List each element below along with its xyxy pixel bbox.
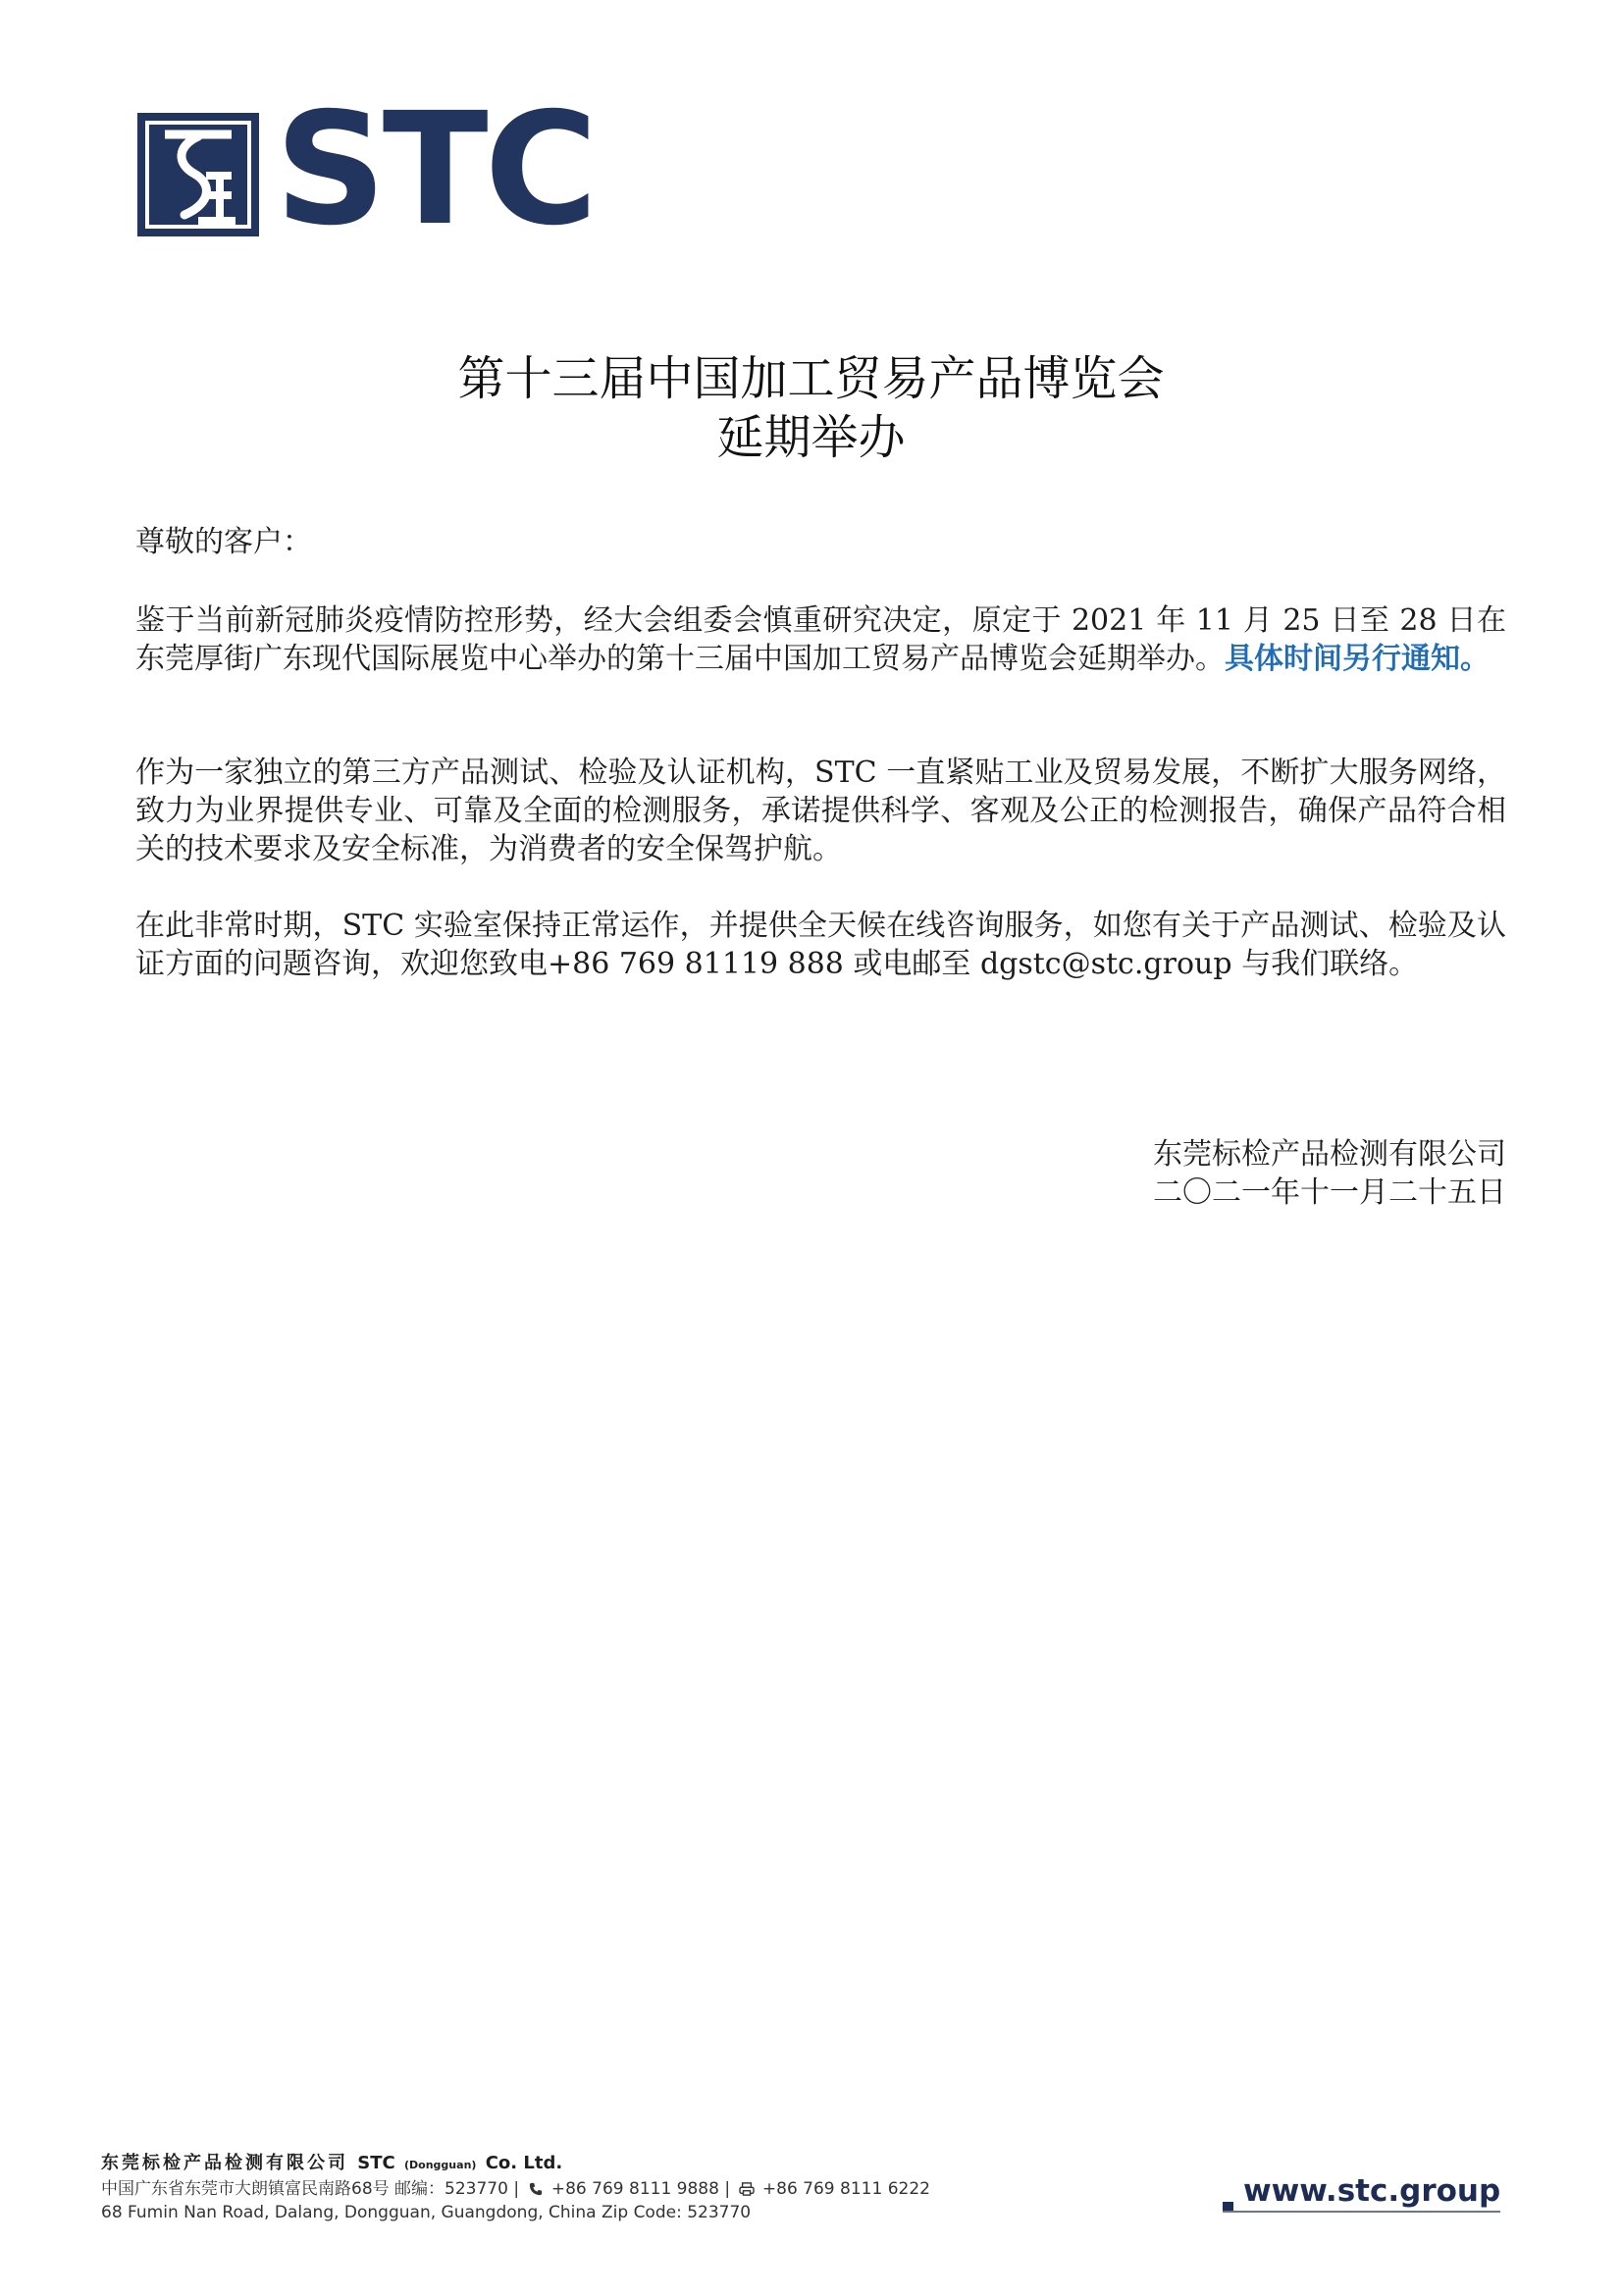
footer-company xyxy=(101,2149,1082,2174)
page-title-line1: 第十三届中国加工贸易产品博览会 xyxy=(457,351,1165,406)
stc-logo xyxy=(137,79,599,260)
footer-fax: +86 769 8111 6222 xyxy=(761,2179,930,2199)
salutation: 尊敬的客户： xyxy=(135,525,312,559)
website-underline xyxy=(1223,2211,1500,2213)
footer-website-link[interactable]: www.stc.group xyxy=(1243,2173,1501,2209)
footer-phone: +86 769 8111 9888 | xyxy=(550,2179,731,2199)
footer xyxy=(101,2149,1082,2224)
footer-company-en-prefix: STC xyxy=(357,2153,395,2173)
stc-logo-mark-icon xyxy=(137,113,259,236)
paragraph-3: 在此非常时期，STC 实验室保持正常运作，并提供全天候在线咨询服务，如您有关于产品测试、检验及认证方面的问题咨询，欢迎您致电+86 769 81119 888 或电邮至 dgstc@stc.group 与我们联络。 xyxy=(135,909,1506,981)
paragraph-2: 作为一家独立的第三方产品测试、检验及认证机构，STC 一直紧贴工业及贸易发展，不断扩大服务网络，致力为业界提供专业、可靠及全面的检测服务，承诺提供科学、客观及公正的检测报告，确保产品符合相关的技术要求及安全标准，为消费者的安全保驾护航。 xyxy=(135,756,1506,866)
stc-wordmark: STC xyxy=(275,79,595,260)
paragraph-1 xyxy=(135,601,1506,678)
footer-address-en: 68 Fumin Nan Road, Dalang, Dongguan, Guangdong, China Zip Code: 523770 xyxy=(101,2203,752,2222)
page-title-line2: 延期举办 xyxy=(716,410,906,465)
fax-icon xyxy=(739,2182,755,2196)
footer-company-en-small: (Dongguan) xyxy=(404,2159,477,2171)
footer-company-en-suffix: Co. Ltd. xyxy=(485,2153,563,2173)
paragraph-1-text: 鉴于当前新冠肺炎疫情防控形势，经大会组委会慎重研究决定，原定于 2021 年 11 月 25 日至 28 日在东莞厚街广东现代国际展览中心举办的第十三届中国加工贸易产品博览会延期举办。 xyxy=(135,603,1506,676)
signature-date: 二〇二一年十一月二十五日 xyxy=(1153,1175,1506,1210)
phone-icon xyxy=(528,2182,544,2196)
footer-contact-line xyxy=(101,2177,1082,2201)
footer-company-cn: 东莞标检产品检测有限公司 xyxy=(101,2153,348,2173)
paragraph-1-highlight: 具体时间另行通知。 xyxy=(1225,642,1490,676)
footer-address-cn: 中国广东省东莞市大朗镇富民南路68号 邮编：523770 | xyxy=(101,2179,520,2199)
signature-company: 东莞标检产品检测有限公司 xyxy=(1153,1137,1506,1172)
